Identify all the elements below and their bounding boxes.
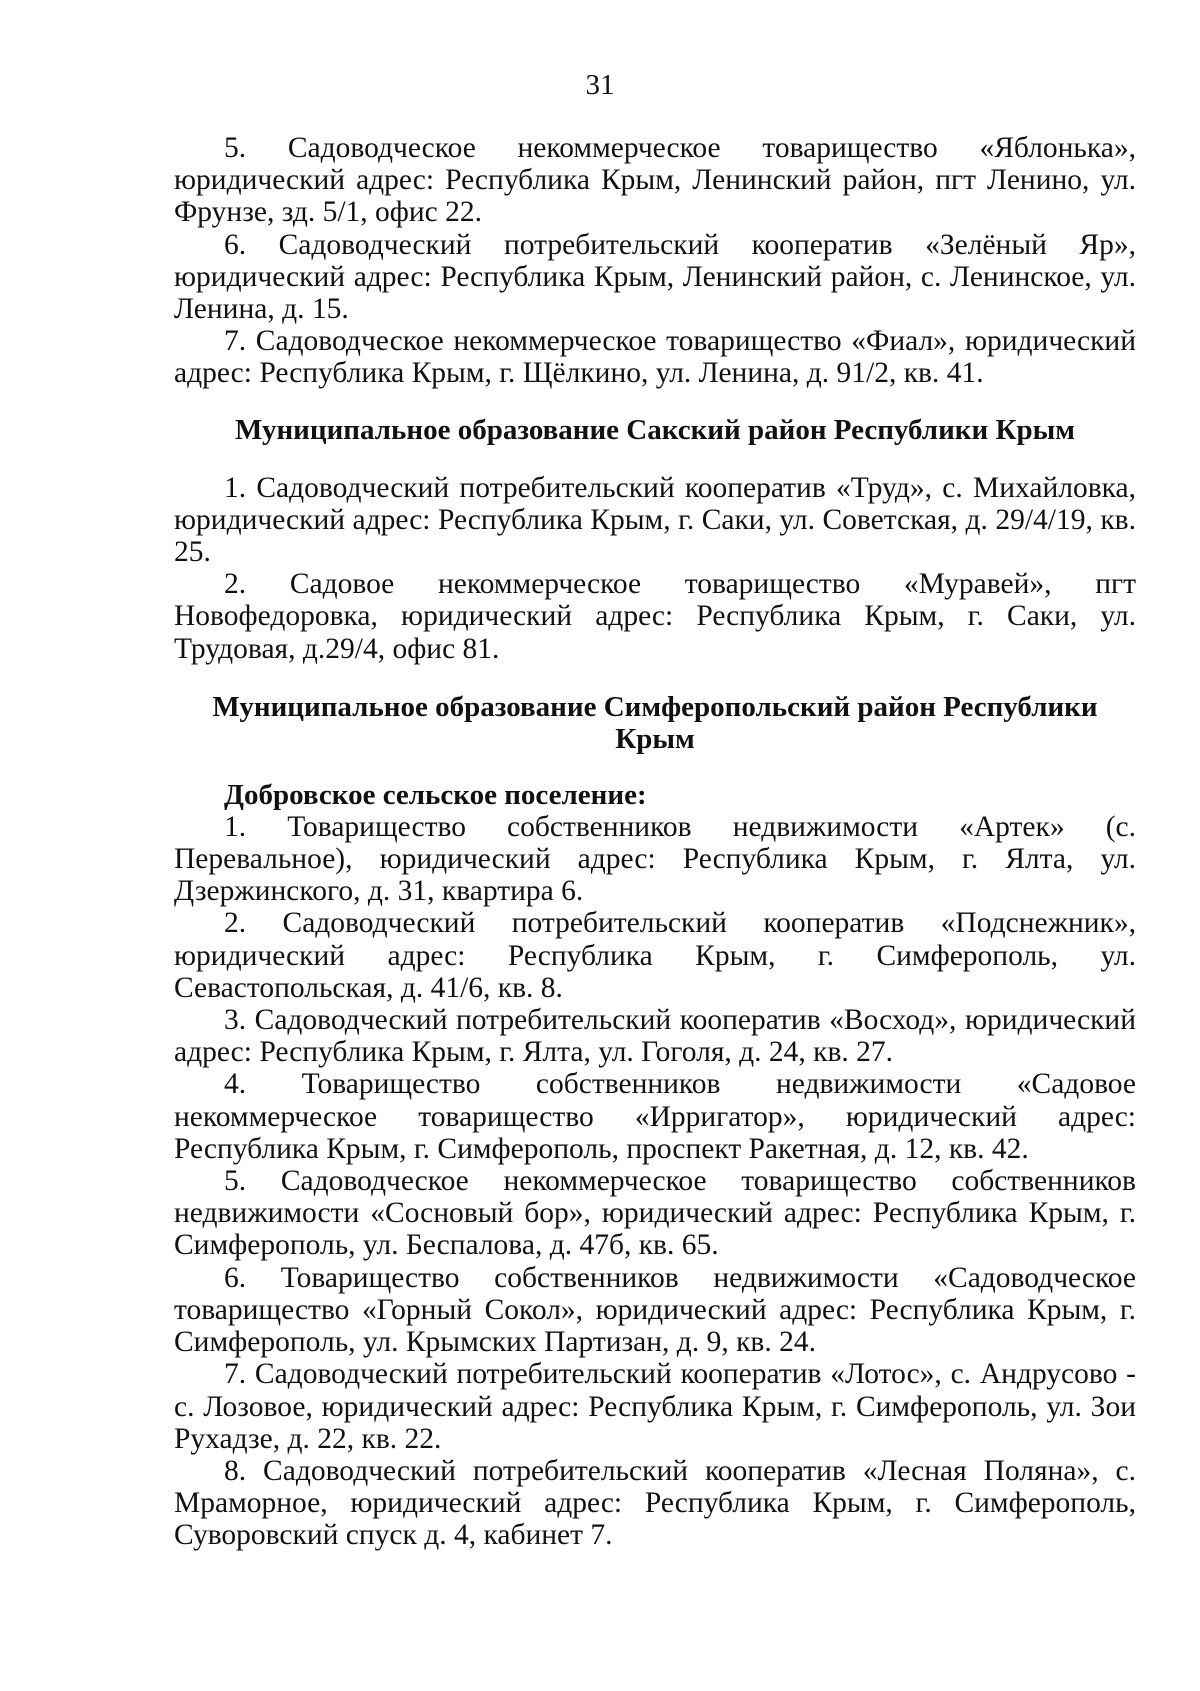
- list-item: 6. Товарищество собственников недвижимости «Садоводческое товарищество «Горный Сокол», юридический адрес: Республика Крым, г. Симферополь, ул. Крымских Партизан, д. 9, кв. 24.: [174, 1261, 1136, 1359]
- list-item: 7. Садоводческое некоммерческое товарищество «Фиал», юридический адрес: Республика Крым, г. Щёлкино, ул. Ленина, д. 91/2, кв. 41.: [174, 325, 1136, 390]
- list-item: 1. Садоводческий потребительский кооператив «Труд», с. Михайловка, юридический адрес: Республика Крым, г. Саки, ул. Советская, д. 29/4/19, кв. 25.: [174, 471, 1136, 569]
- list-item: 5. Садоводческое некоммерческое товарищество собственников недвижимости «Сосновый бор», юридический адрес: Республика Крым, г. Симферополь, ул. Беспалова, д. 47б, кв. 65.: [174, 1165, 1136, 1262]
- page-number: 31: [585, 69, 615, 101]
- section-heading-saki: Муниципальное образование Сакский район Республики Крым: [234, 413, 1076, 446]
- section-heading-simferopol: Муниципальное образование Симферопольский район Республики Крым: [212, 690, 1098, 755]
- list-item: 7. Садоводческий потребительский кооператив «Лотос», с. Андрусово - с. Лозовое, юридический адрес: Республика Крым, г. Симферополь, ул. Зои Рухадзе, д. 22, кв. 22.: [174, 1358, 1136, 1455]
- list-item: 3. Садоводческий потребительский кооператив «Восход», юридический адрес: Республика Крым, г. Ялта, ул. Гоголя, д. 24, кв. 27.: [174, 1004, 1136, 1069]
- list-item: 4. Товарищество собственников недвижимости «Садовое некоммерческое товарищество «Ирригатор», юридический адрес: Республика Крым, г. Симферополь, проспект Ракетная, д. 12, кв. 42.: [174, 1068, 1136, 1165]
- list-item: 2. Садоводческий потребительский кооператив «Подснежник», юридический адрес: Республика Крым, г. Симферополь, ул. Севастопольская, д. 41/6, кв. 8.: [174, 907, 1136, 1004]
- list-item: 1. Товарищество собственников недвижимости «Артек» (с. Перевальное), юридический адрес: Республика Крым, г. Ялта, ул. Дзержинского, д. 31, квартира 6.: [174, 810, 1136, 908]
- list-item: 5. Садоводческое некоммерческое товарищество «Яблонька», юридический адрес: Республика Крым, Ленинский район, пгт Ленино, ул. Фрунзе, зд. 5/1, офис 22.: [174, 132, 1136, 229]
- list-item: 8. Садоводческий потребительский кооператив «Лесная Поляна», с. Мраморное, юридический адрес: Республика Крым, г. Симферополь, Суворовский спуск д. 4, кабинет 7.: [174, 1454, 1136, 1552]
- subsection-heading: Добровское сельское поселение:: [224, 778, 647, 811]
- list-item: 2. Садовое некоммерческое товарищество «Муравей», пгт Новофедоровка, юридический адрес: Республика Крым, г. Саки, ул. Трудовая, д.29/4, офис 81.: [174, 568, 1136, 665]
- list-item: 6. Садоводческий потребительский кооператив «Зелёный Яр», юридический адрес: Республика Крым, Ленинский район, с. Ленинское, ул. Ленина, д. 15.: [174, 228, 1136, 326]
- document-body: [174, 132, 1136, 1552]
